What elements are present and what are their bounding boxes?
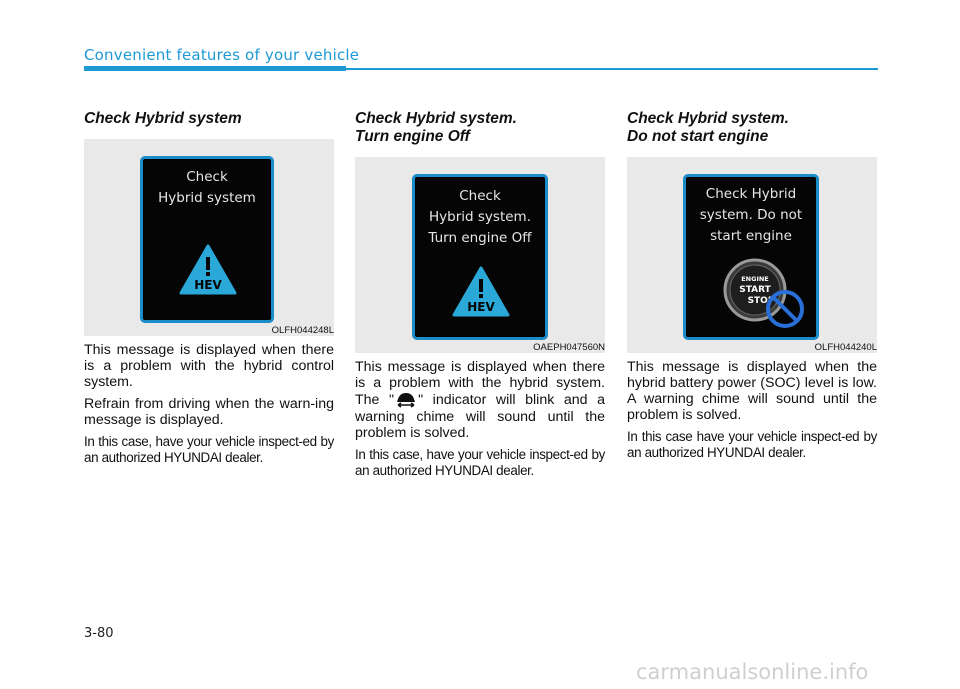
cluster-display <box>683 174 819 340</box>
svg-text:HEV: HEV <box>194 278 222 292</box>
cluster-illustration <box>355 157 605 353</box>
section-heading: Check Hybrid system <box>84 110 242 127</box>
svg-text:HEV: HEV <box>467 300 495 314</box>
section-header-title: Convenient features of your vehicle <box>84 46 360 64</box>
cluster-display <box>140 156 274 323</box>
hev-warning-icon <box>178 243 238 297</box>
hev-warning-icon <box>451 265 511 319</box>
header-rule <box>346 68 878 70</box>
page-number: 3-80 <box>84 626 114 641</box>
image-code: OLFH044248L <box>271 325 334 336</box>
image-code: OAEPH047560N <box>533 342 605 353</box>
svg-text:START: START <box>739 285 771 295</box>
engine-start-stop-button-icon <box>719 257 809 333</box>
watermark: carmanualsonline.info <box>636 660 869 684</box>
display-message: Check Hybrid system <box>158 169 256 206</box>
svg-text:ENGINE: ENGINE <box>741 275 769 283</box>
cluster-display <box>412 174 548 340</box>
ready-car-indicator-icon <box>394 391 418 409</box>
section-heading: Check Hybrid system. Do not start engine <box>627 110 789 145</box>
section-body: This message is displayed when there is a problem with the hybrid system. The " " indicator will blink and a warning chime will sound until the problem is solved. In this case, have your vehicle inspect-ed by an authorized HYUNDAI dealer. <box>355 359 605 478</box>
header-accent-bar <box>84 66 346 71</box>
svg-text:STOP: STOP <box>747 296 775 306</box>
cluster-illustration <box>627 157 877 353</box>
display-message: Check Hybrid system. Do not start engine <box>699 186 803 244</box>
image-code: OLFH044240L <box>814 342 877 353</box>
cluster-illustration <box>84 139 334 336</box>
section-body: This message is displayed when there is a problem with the hybrid control system. Refrain from driving when the warn-ing message is displayed. In this case, have your vehicle inspect-ed by an authorized HYUNDAI dealer. <box>84 342 334 465</box>
section-heading: Check Hybrid system. Turn engine Off <box>355 110 517 145</box>
display-message: Check Hybrid system. Turn engine Off <box>428 188 532 246</box>
section-body: This message is displayed when the hybrid battery power (SOC) level is low. A warning chime will sound until the problem is solved. In this case have your vehicle inspect-ed by an authorized HYUNDAI dealer. <box>627 359 877 460</box>
